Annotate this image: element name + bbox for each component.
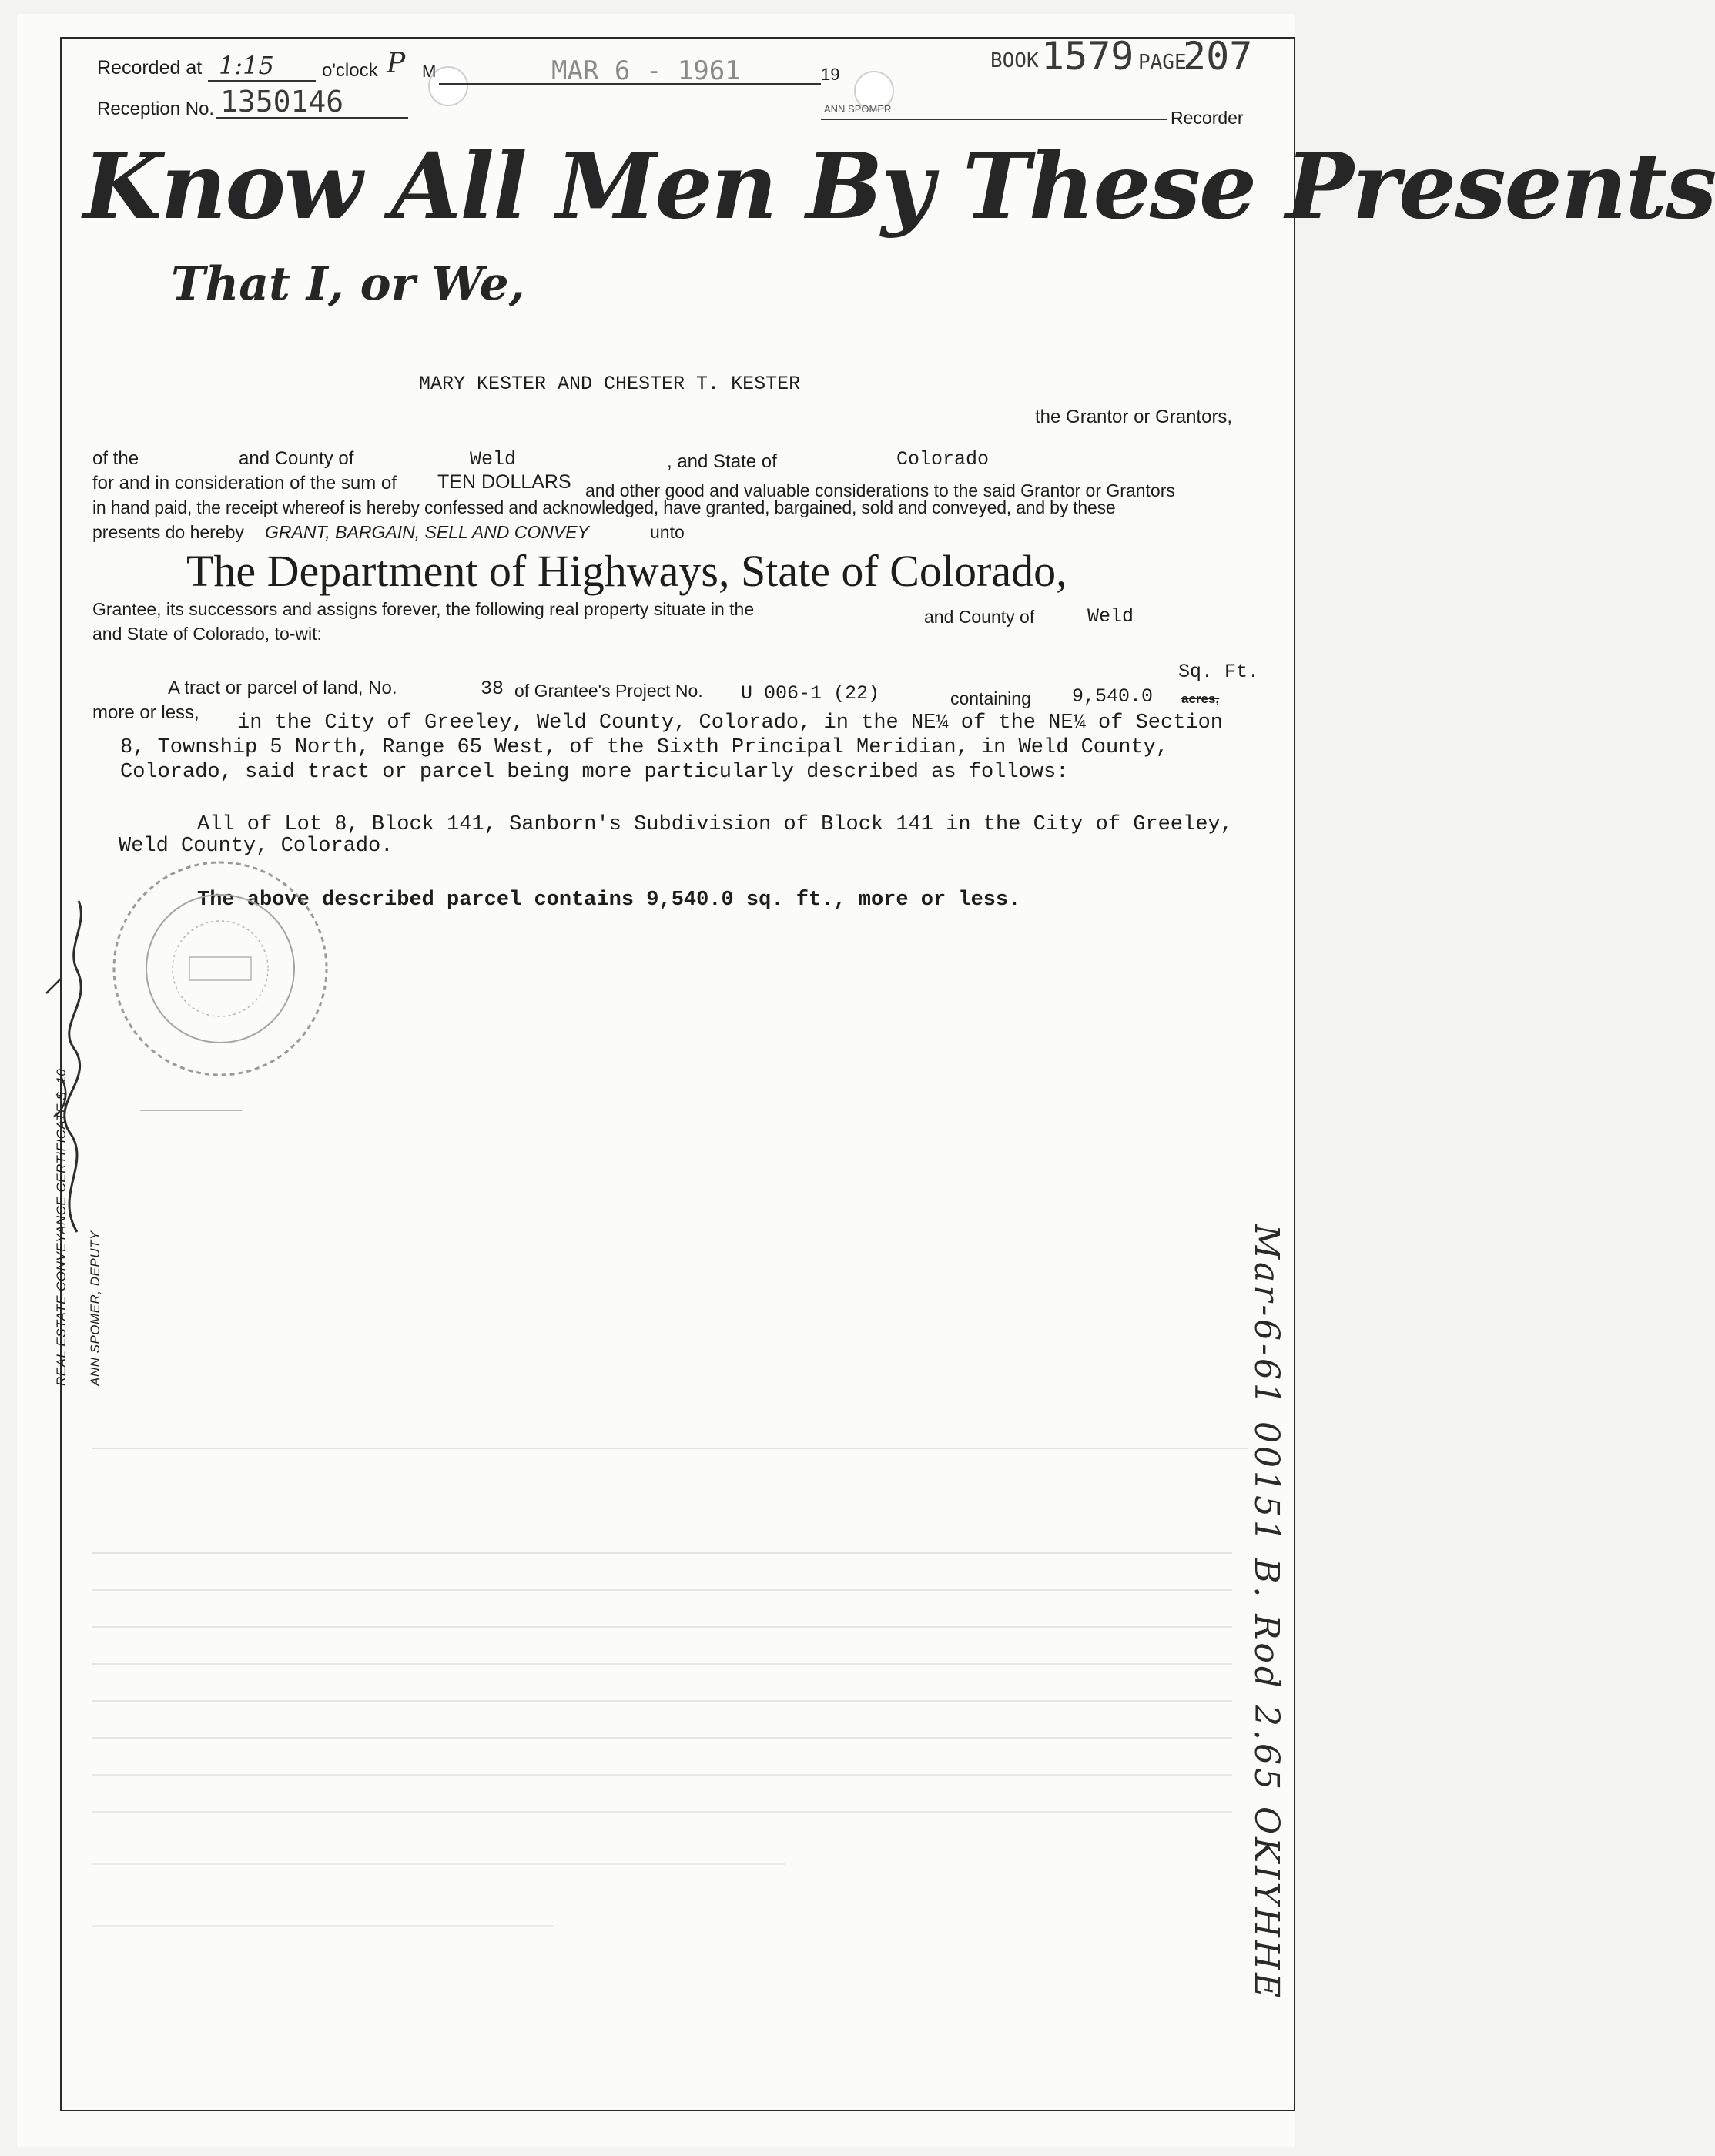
oclock-label: o'clock [322,60,378,81]
county-value: Weld [470,448,517,470]
county-label: and County of [239,448,354,469]
right-margin-note: Mar-6-61 00151 B. Rod 2.65 OKIYHHE [1247,1224,1286,2001]
date-stamp: MAR 6 - 1961 [551,55,741,86]
deputy-note: ANN SPOMER, DEPUTY [88,1230,102,1386]
recorder-name: ANN SPOMER [824,103,892,115]
book-number: 1579 [1041,34,1134,79]
deed-title: Know All Men By These Presents [83,132,1715,239]
state-value: Colorado [896,448,990,470]
grantee-name: The Department of Highways, State of Colorado, [186,546,1067,596]
acres-struck: acres, [1181,691,1220,706]
unto-word: unto [650,522,685,542]
page-number: 207 [1183,34,1253,79]
reception-label: Reception No. [97,99,215,119]
presents-text: presents do hereby [92,522,244,542]
conveyance-certificate: REAL ESTATE CONVEYANCE CERTIFICATE $ .10 [54,1068,69,1386]
grantee-line: Grantee, its successors and assigns forever, the following real property situate in the [92,599,755,619]
state-of-colorado-line: and State of Colorado, to-wit: [92,624,322,644]
grantee-county: Weld [1087,605,1134,628]
consideration-text-1: for and in consideration of the sum of [92,473,397,494]
sqft-label: Sq. Ft. [1178,661,1260,683]
containing-label: containing [950,688,1031,708]
description-line-2: 8, Township 5 North, Range 65 West, of the Sixth Principal Meridian, in Weld County, [120,736,1169,759]
consideration-text-2: and other good and valuable considerations to the said Grantor or Grantors [585,480,1175,500]
page-label: PAGE [1138,51,1187,74]
consideration-sum: TEN DOLLARS [437,471,571,493]
recorded-time: 1:15 [219,51,274,80]
receipt-line: in hand paid, the receipt whereof is hereby confessed and acknowledged, have granted, bargained, sold and conveyed, and by these [92,497,1116,517]
grantee-county-label: and County of [924,607,1035,627]
grantor-names: MARY KESTER AND CHESTER T. KESTER [419,373,801,395]
date-underline [439,83,821,85]
reception-underline [216,117,408,119]
of-the-label: of the [92,448,139,469]
deed-subtitle: That I, or We, [171,257,525,311]
tract-text-1: A tract or parcel of land, No. [168,678,397,698]
grantor-label: the Grantor or Grantors, [1035,407,1233,427]
area-value: 9,540.0 [1072,685,1154,708]
more-or-less-label: more or less, [92,702,199,723]
state-label: , and State of [667,451,777,472]
recorder-label: Recorder [1171,108,1244,128]
grant-words: GRANT, BARGAIN, SELL AND CONVEY [265,522,589,542]
recorder-underline [821,119,1167,120]
recorded-label: Recorded at [97,57,203,79]
m-label: M [422,62,437,81]
project-number: U 006-1 (22) [741,682,880,705]
parcel-total: The above described parcel contains 9,540.0 sq. ft., more or less. [197,889,1021,912]
reception-number: 1350146 [220,85,344,119]
lot-line-2: Weld County, Colorado. [119,835,394,858]
lot-line-1: All of Lot 8, Block 141, Sanborn's Subdivision of Block 141 in the City of Greeley, [197,813,1233,836]
deputy-signature-icon [31,886,116,1240]
notary-seal-icon [105,853,336,1084]
description-line-1: in the City of Greeley, Weld County, Colorado, in the NE¼ of the NE¼ of Section [237,711,1224,735]
year-prefix: 19 [821,65,840,84]
tract-text-2: of Grantee's Project No. [514,681,703,701]
tract-number: 38 [481,678,504,700]
book-label: BOOK [990,49,1039,72]
meridiem: P [387,48,406,79]
time-underline [208,80,316,82]
description-line-3: Colorado, said tract or parcel being more particularly described as follows: [120,761,1069,784]
